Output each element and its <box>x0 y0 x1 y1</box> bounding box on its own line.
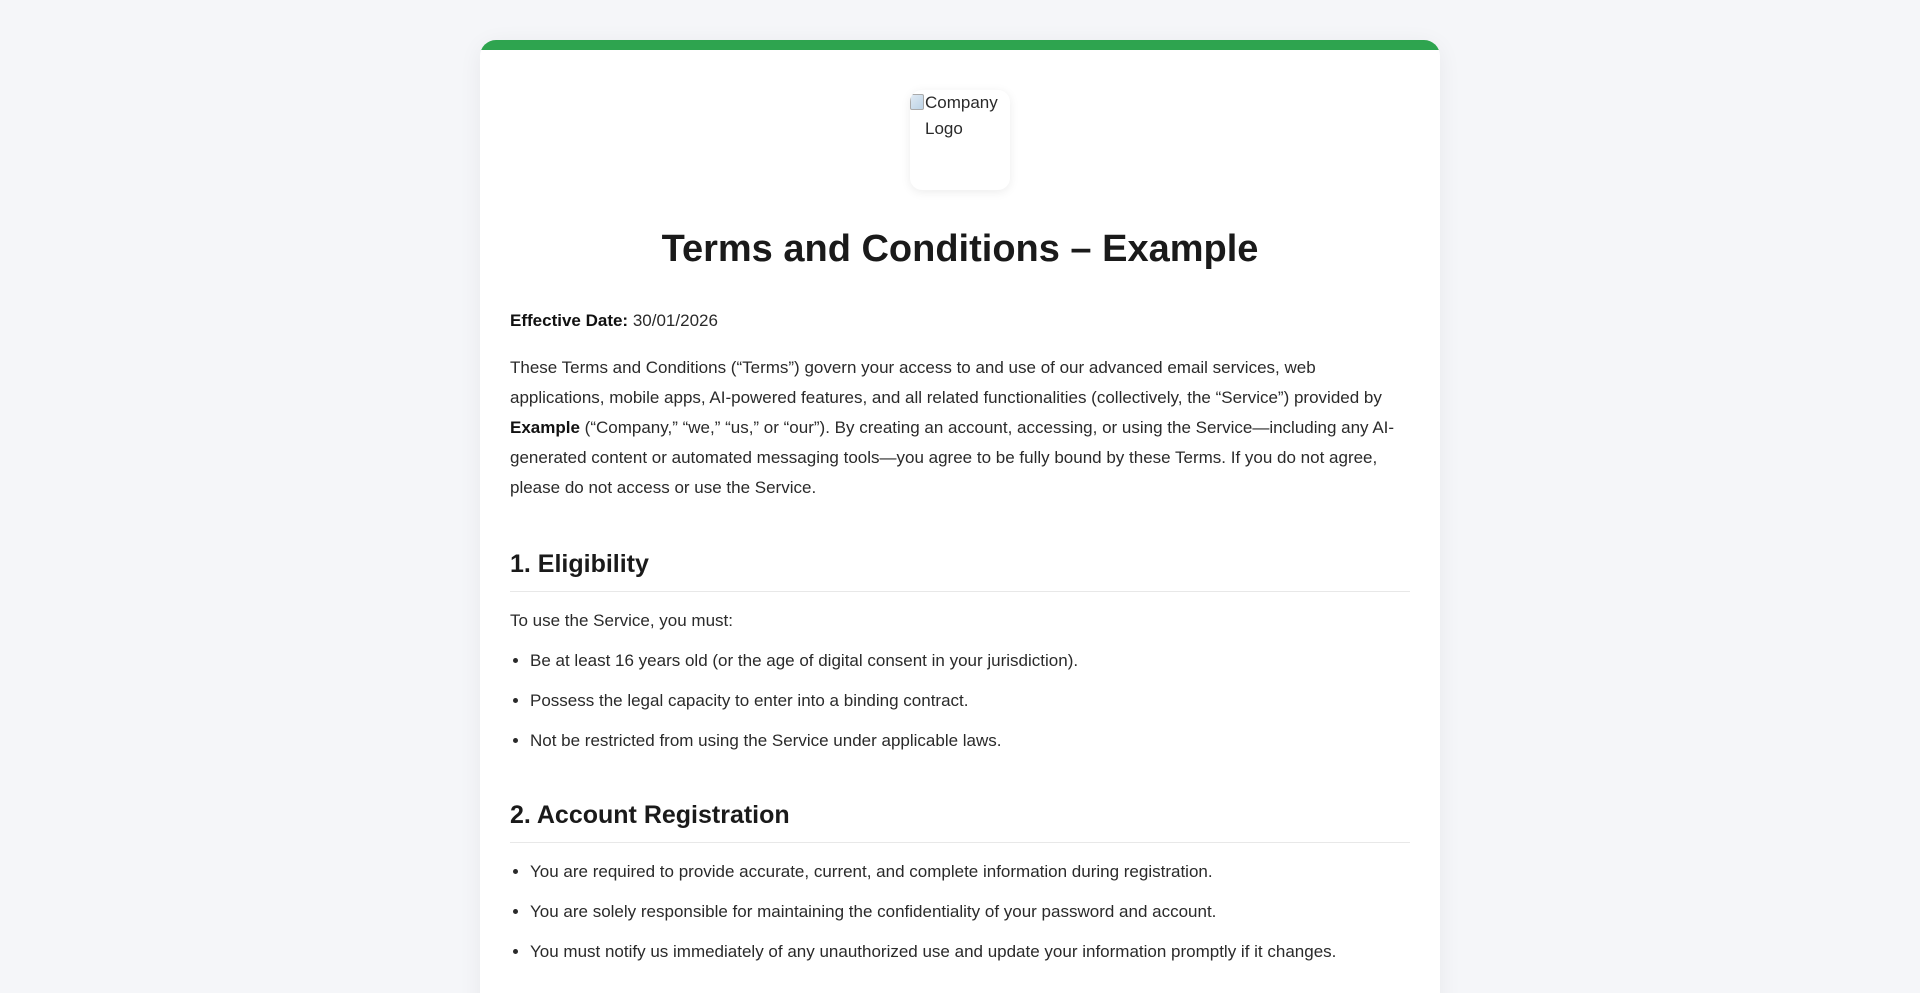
logo-alt-text: Company Logo <box>925 93 998 138</box>
intro-company-name: Example <box>510 418 580 437</box>
terms-content <box>510 306 1410 977</box>
logo-alt-text-wrapper <box>910 90 1010 142</box>
section-account-registration <box>510 800 1410 967</box>
section-eligibility <box>510 549 1410 756</box>
intro-text-part2: (“Company,” “we,” “us,” or “our”). By creating an account, accessing, or using the Service—including any AI-generated content or automated messaging tools—you agree to be fully bound by these Terms. If you do not agree, please do not access or use the Service. <box>510 418 1395 497</box>
effective-date <box>510 306 1410 336</box>
list-item: • You must notify us immediately of any unauthorized use and update your information promptly if it changes. <box>530 937 1410 967</box>
list-item: • Not be restricted from using the Service under applicable laws. <box>530 726 1410 756</box>
page-title: Terms and Conditions – Example <box>661 228 1259 270</box>
section-heading: 2. Account Registration <box>510 800 1410 843</box>
section-intro: To use the Service, you must: <box>510 611 733 630</box>
list-item: • You are required to provide accurate, current, and complete information during registration. <box>530 857 1410 887</box>
list-item: • Possess the legal capacity to enter into a binding contract. <box>530 686 1410 716</box>
broken-image-icon <box>910 94 924 110</box>
terms-card <box>480 40 1440 993</box>
list-item: • Be at least 16 years old (or the age of digital consent in your jurisdiction). <box>530 646 1410 676</box>
list-item: • You are solely responsible for maintaining the confidentiality of your password and account. <box>530 897 1410 927</box>
intro-text-part1: These Terms and Conditions (“Terms”) govern your access to and use of our advanced email services, web applications, mobile apps, AI-powered features, and all related functionalities (collectively, the “Service”) provided by <box>510 358 1382 407</box>
intro-paragraph <box>510 353 1410 503</box>
section-heading: 1. Eligibility <box>510 549 1410 592</box>
effective-date-label: Effective Date: <box>510 311 629 330</box>
company-logo <box>910 90 1010 190</box>
effective-date-value: 30/01/2026 <box>632 311 718 330</box>
registration-list <box>510 857 1410 967</box>
accent-bar <box>480 40 1440 50</box>
eligibility-list <box>510 646 1410 756</box>
